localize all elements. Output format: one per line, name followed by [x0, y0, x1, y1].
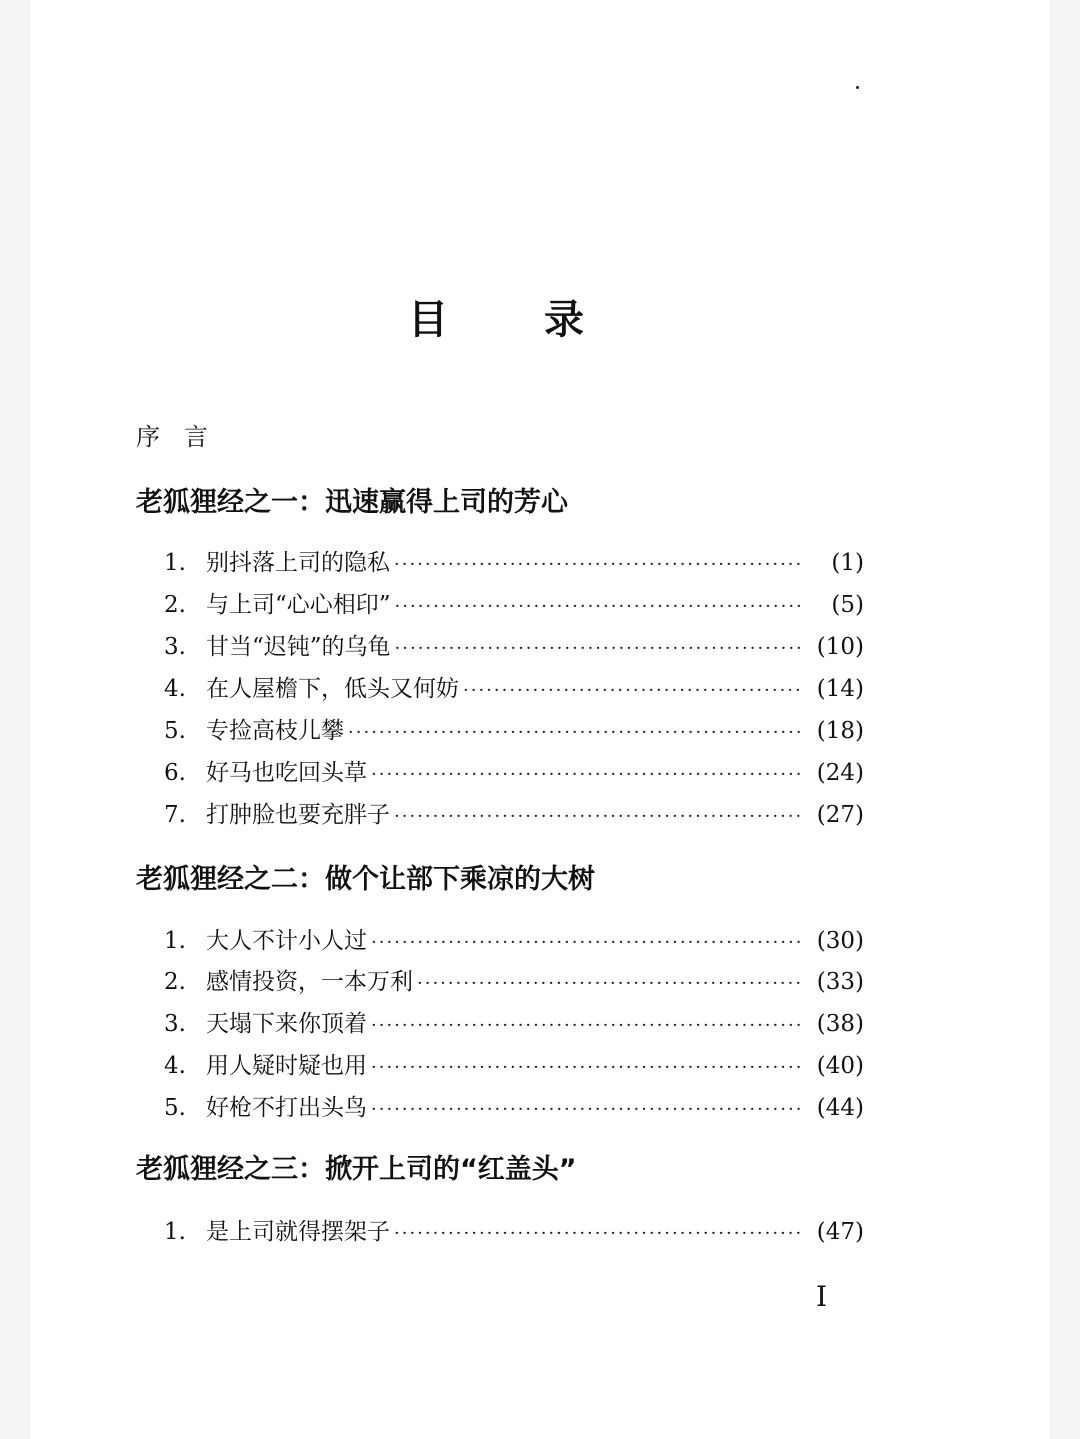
entry-number: 5. — [164, 1095, 186, 1121]
entry-page: (38) — [816, 1011, 864, 1037]
entry-title: 是上司就得摆架子 — [206, 1219, 390, 1245]
entry-page: (14) — [816, 676, 864, 702]
dot-leader — [371, 1015, 804, 1036]
toc-entry — [164, 1047, 864, 1081]
toc-entry — [164, 963, 864, 997]
toc-entry — [164, 922, 864, 956]
dot-leader — [394, 1223, 804, 1244]
toc-entry — [164, 586, 864, 620]
chapter-heading: 老狐狸经之一：迅速赢得上司的芳心 — [136, 487, 568, 518]
entry-page: (5) — [831, 592, 864, 618]
entry-number: 4. — [164, 1053, 186, 1079]
entry-page: (1) — [831, 550, 864, 576]
dot-leader — [417, 973, 804, 994]
entry-title: 用人疑时疑也用 — [206, 1053, 367, 1079]
entry-number: 7. — [164, 802, 186, 828]
toc-title-char-1: 目 — [408, 297, 448, 343]
toc-entry — [164, 670, 864, 704]
toc-entry — [164, 544, 864, 578]
entry-page: (24) — [816, 760, 864, 786]
entry-title: 与上司“心心相印” — [206, 592, 391, 618]
entry-page: (27) — [816, 802, 864, 828]
dot-leader — [371, 932, 804, 953]
dot-leader — [394, 806, 804, 827]
entry-page: (44) — [816, 1095, 864, 1121]
entry-number: 6. — [164, 760, 186, 786]
entry-page: (40) — [816, 1053, 864, 1079]
dot-leader — [371, 764, 804, 785]
book-page — [30, 0, 1050, 1439]
toc-title — [408, 288, 658, 348]
dot-leader — [395, 596, 804, 617]
entry-number: 2. — [164, 592, 186, 618]
entry-title: 别抖落上司的隐私 — [206, 550, 390, 576]
entry-title: 甘当“迟钝”的乌龟 — [206, 634, 391, 660]
toc-entry — [164, 1089, 864, 1123]
entry-number: 1. — [164, 928, 186, 954]
entry-title: 大人不计小人过 — [206, 928, 367, 954]
toc-entry — [164, 628, 864, 662]
dot-leader — [371, 1099, 804, 1120]
entry-title: 好枪不打出头鸟 — [206, 1095, 367, 1121]
chapter-heading: 老狐狸经之三：掀开上司的“红盖头” — [136, 1154, 577, 1185]
dot-leader — [348, 722, 804, 743]
entry-title: 在人屋檐下，低头又何妨 — [206, 676, 459, 702]
entry-number: 3. — [164, 634, 186, 660]
chapter-heading: 老狐狸经之二：做个让部下乘凉的大树 — [136, 864, 595, 895]
entry-title: 打肿脸也要充胖子 — [206, 802, 390, 828]
page-folio: I — [816, 1280, 828, 1313]
entry-number: 1. — [164, 1219, 186, 1245]
preface-heading: 序言 — [136, 423, 232, 451]
toc-entry — [164, 754, 864, 788]
dot-leader — [463, 680, 804, 701]
entry-number: 2. — [164, 969, 186, 995]
entry-number: 5. — [164, 718, 186, 744]
entry-title: 感情投资，一本万利 — [206, 969, 413, 995]
dot-leader — [394, 554, 804, 575]
entry-title: 好马也吃回头草 — [206, 760, 367, 786]
toc-entry — [164, 796, 864, 830]
entry-page: (18) — [816, 718, 864, 744]
toc-entry — [164, 712, 864, 746]
entry-number: 1. — [164, 550, 186, 576]
entry-page: (33) — [816, 969, 864, 995]
toc-entry — [164, 1005, 864, 1039]
scan-speck — [856, 86, 859, 89]
entry-number: 4. — [164, 676, 186, 702]
dot-leader — [371, 1057, 804, 1078]
entry-page: (47) — [816, 1219, 864, 1245]
entry-page: (10) — [816, 634, 864, 660]
entry-title: 专捡高枝儿攀 — [206, 718, 344, 744]
toc-title-char-2: 录 — [544, 297, 584, 343]
entry-number: 3. — [164, 1011, 186, 1037]
entry-title: 天塌下来你顶着 — [206, 1011, 367, 1037]
entry-page: (30) — [816, 928, 864, 954]
toc-entry — [164, 1213, 864, 1247]
dot-leader — [395, 638, 804, 659]
